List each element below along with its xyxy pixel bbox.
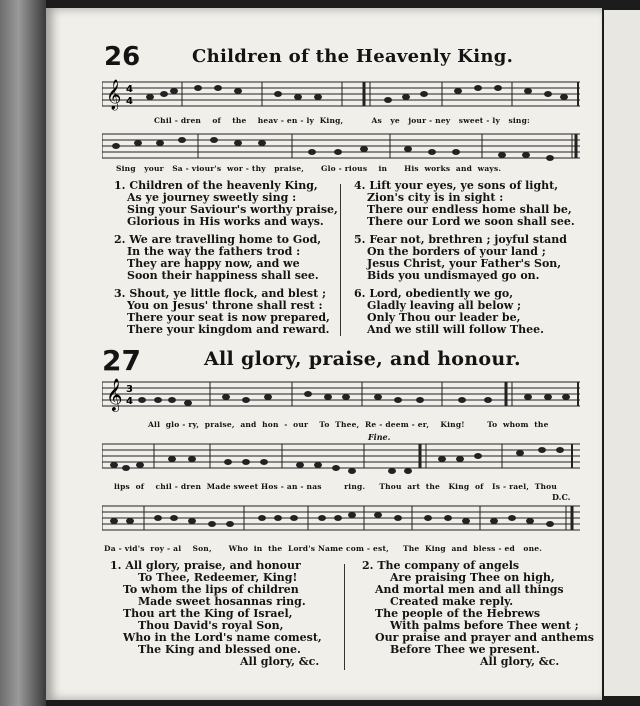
svg-text:4: 4	[126, 396, 133, 407]
dc-mark: D.C.	[552, 492, 571, 502]
hymn-27-verse-1: 1. All glory, praise, and honour To Thee, Redeemer, King! To whom the lips of children Made sweet hosannas ring. Thou art the King of Israel, Thou David's royal Son, Who in the Lord's name comest, The King and blessed one. All glory, &c.	[110, 559, 322, 668]
book-spine	[0, 0, 46, 706]
hymn-26-verse-1: 1. Children of the heavenly King, As ye journey sweetly sing : Sing your Saviour's worthy praise, Glorious in His works and ways.	[114, 179, 338, 228]
hymn-26-staff-2	[102, 130, 582, 166]
hymn-26-verse-5: 5. Fear not, brethren ; joyful stand On the borders of your land ; Jesus Christ, your Father's Son, Bids you undismayed go on.	[354, 233, 567, 282]
verse-column-divider	[340, 184, 341, 336]
hymn-27-title: All glory, praise, and honour.	[204, 348, 521, 370]
hymn-26-title: Children of the Heavenly King.	[192, 46, 514, 67]
hymn-26-staff-1	[102, 78, 582, 118]
svg-text:4: 4	[126, 84, 133, 95]
hymn-27-lyrics-3: Da - vid's roy - al Son, Who in the Lord's Name com - est, The King and bless - ed one.	[104, 544, 542, 553]
hymn-27-staff-2	[102, 438, 582, 478]
hymn-27-staff-3	[102, 500, 582, 540]
hymn-26-lyrics-1: Chil - dren of the heav - en - ly King, As ye jour - ney sweet - ly sing:	[154, 116, 530, 125]
adjacent-page-edge	[604, 10, 640, 696]
hymn-27-lyrics-2: lips of chil - dren Made sweet Hos - an - nas ring. Thou art the King of Is - rael, Thou	[114, 482, 558, 491]
verse-column-divider-2	[344, 564, 345, 670]
svg-text:4: 4	[126, 96, 133, 107]
hymn-26-verse-3: 3. Shout, ye little flock, and blest ; You on Jesus' throne shall rest : There your seat is now prepared, There your kingdom and reward.	[114, 287, 330, 336]
hymn-26-verse-2: 2. We are travelling home to God, In the way the fathers trod : They are happy now, and we Soon their happiness shall see.	[114, 233, 322, 282]
hymn-27-verse-2: 2. The company of angels Are praising Thee on high, And mortal men and all things Created make reply. The people of the Hebrews With palms before Thee went ; Our praise and prayer and anthems Before Thee we present. All glory, &c.	[362, 559, 594, 668]
hymn-26-number: 26	[104, 42, 141, 72]
hymn-26-lyrics-2: Sing your Sa - viour's wor - thy praise, Glo - rious in His works and ways.	[116, 164, 502, 173]
hymn-27-staff-1	[102, 376, 582, 416]
svg-text:3: 3	[126, 384, 133, 395]
hymnal-page	[46, 8, 602, 700]
hymn-26-verse-4: 4. Lift your eyes, ye sons of light, Zion's city is in sight : There our endless home shall be, There our Lord we soon shall see.	[354, 179, 575, 228]
hymn-27-number: 27	[102, 344, 141, 377]
hymn-26-verse-6: 6. Lord, obediently we go, Gladly leaving all below ; Only Thou our leader be, And we still will follow Thee.	[354, 287, 544, 336]
fine-mark: Fine.	[368, 432, 391, 442]
svg-text:𝄞: 𝄞	[106, 80, 122, 110]
svg-text:𝄞: 𝄞	[106, 378, 123, 411]
hymn-27-lyrics-1: All glo - ry, praise, and hon - our To Thee, Re - deem - er, King! To whom the	[148, 420, 549, 429]
